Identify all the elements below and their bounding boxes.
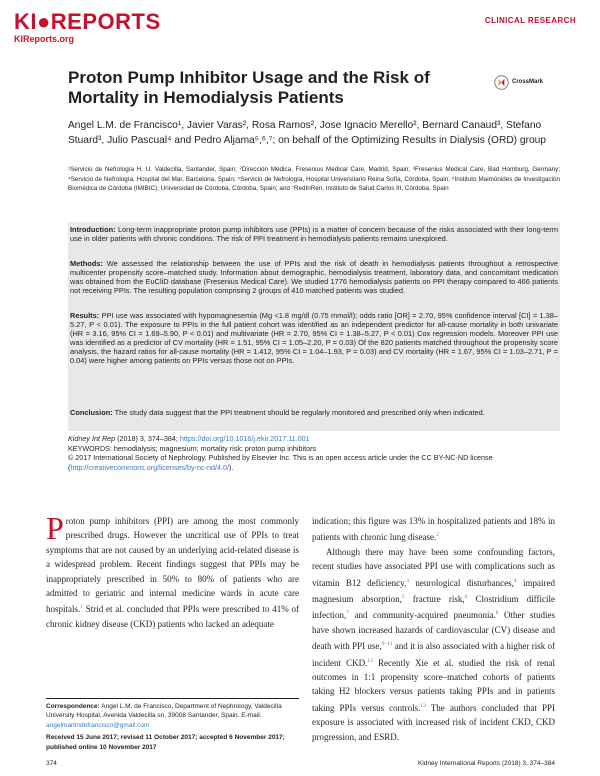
crossmark-label: CrossMark xyxy=(512,79,544,85)
citation-block xyxy=(68,434,560,472)
body-column-left xyxy=(46,510,299,631)
body-paragraph: Although there may have been some confounding factors, recent studies have associated PPI use with complications such as vitamin B12 deficiency,$^3$ neurological disturbances,$^4$ impaired magnesium absorption,$^5$ fracture risk,$^6$ Clostridium difficile infection,$^7$ and community-acquired pneumonia.$^8$ Other studies have shown increased hazards of cardiovascular (CV) disease and death with PPI use,$^{9-11}$ and it is also associated with a higher risk of incident CKD.$^{12}$ Recently Xie et al. studied the risk of renal outcomes in 1:1 propensity score–matched cohorts of patients taking H2 blockers versus patients taking PPIs and in patients taking PPIs versus controls.$^{13}$ The authors concluded that PPI exposure is associated with increased risk of incident CKD, CKD progression, and ESRD. xyxy=(312,546,556,742)
abstract-box xyxy=(68,222,560,431)
page-number: 374 xyxy=(46,760,57,767)
abstract-introduction: Introduction: Long-term inappropriate proton pump inhibitors use (PPIs) is a matter of concern because of the risks associated with their long-term use in older patients with chronic conditions. The risk of PPI treatment in hemodialysis patients remains unexplored. xyxy=(70,225,558,244)
author-list: Angel L.M. de Francisco¹, Javier Varas², Rosa Ramos², Jose Ignacio Merello², Bernard Canaud³, Stefano Stuard³, Julio Pascual⁴ and Pedro Aljama⁵,⁶,⁷; on behalf of the Optimizing Results in Dialysis (ORD) group xyxy=(68,120,546,146)
citation-line: Kidney Int Rep (2018) 3, 374–384; https://doi.org/10.1016/j.ekir.2017.11.001 xyxy=(68,434,310,443)
copyright-notice: © 2017 International Society of Nephrology. Published by Elsevier Inc. This is an open access article under the CC BY-NC-ND license (http://creativecommons.org/licenses/by-nc-nd/4.0/). xyxy=(68,453,493,472)
body-paragraph: indication; this figure was 13% in hospitalized patients and 18% in patients with chronic lung disease.$^2$ xyxy=(312,516,555,543)
body-column-right xyxy=(312,514,555,744)
logo-wordmark: KI●REPORTS xyxy=(14,9,161,34)
crossmark-icon xyxy=(494,75,509,90)
correspondence-text: Correspondence: Angel L.M. de Francisco, Department of Nephrology, Valdecilla University Hospital, Avenida Valdecilla sn, 39008 Santander, Spain. E-mail: angelmartindefrancisco@gmail.com xyxy=(46,703,282,729)
crossmark-badge[interactable] xyxy=(494,73,558,91)
reference-link[interactable]: 1 xyxy=(80,604,84,611)
reference-link[interactable]: 3 xyxy=(406,577,410,584)
article-title: Proton Pump Inhibitor Usage and the Risk of Mortality in Hemodialysis Patients xyxy=(68,68,430,107)
email-link[interactable]: angelmartindefrancisco@gmail.com xyxy=(46,721,150,729)
body-paragraph: Proton pump inhibitors (PPI) are among the most commonly prescribed drugs. However the uncritical use of PPIs to treat symptoms that are not caused by an underlying acid-related disease is a widespread problem. Recent findings suggest that PPIs may be inappropriately prescribed in 50% to 80% of patients who are admitted to geriatric and internal medicine wards in acute care hospitals.$^1$ Strid et al. concluded that PPIs were prescribed to 41% of chronic kidney disease (CKD) patients who lacked an adequate xyxy=(46,510,299,629)
keywords: KEYWORDS: hemodialysis; magnesium; mortality risk; proton pump inhibitors xyxy=(68,443,317,453)
section-label: CLINICAL RESEARCH xyxy=(484,16,576,25)
reference-link[interactable]: 9–11 xyxy=(381,641,393,648)
journal-logo xyxy=(14,10,164,44)
reference-link[interactable]: 7 xyxy=(346,610,349,617)
journal-footer: Kidney International Reports (2018) 3, 374–384 xyxy=(418,760,555,767)
reference-link[interactable]: 5 xyxy=(401,594,405,601)
reference-link[interactable]: 4 xyxy=(513,577,517,584)
reference-link[interactable]: 2 xyxy=(436,532,439,539)
logo-url: KIReports.org xyxy=(14,34,75,44)
license-link[interactable]: http://creativecommons.org/licenses/by-nc-nd/4.0/ xyxy=(70,462,230,472)
doi-link[interactable]: https://doi.org/10.1016/j.ekir.2017.11.001 xyxy=(179,434,310,443)
reference-link[interactable]: 6 xyxy=(464,594,468,601)
received-dates: Received 15 June 2017; revised 11 October 2017; accepted 6 November 2017; published online 10 November 2017 xyxy=(46,734,285,751)
reference-link[interactable]: 8 xyxy=(495,610,499,617)
affiliations: ¹Servicio de Nefrología H. U. Valdecilla, Santander, Spain; ²Dirección Médica, Fresenius Medical Care, Madrid, Spain; ³Fresenius Medical Care, Bad Homburg, Germany; ⁴Servicio de Nefrología, Hospital del Mar, Barcelona, Spain; ⁵Servicio de Nefrología, Hospital Universitario Reina Sofía, Córdoba, Spain; ⁶Instituto Maimónides de Investigación Biomédica de Córdoba (IMIBIC), Universidad de Córdoba, Córdoba, Spain; and ⁷RedInRen, Instituto de Salud Carlos III, Córdoba, Spain xyxy=(68,166,560,193)
drop-cap: P xyxy=(46,510,64,546)
reference-link[interactable]: 12 xyxy=(367,657,373,664)
abstract-methods: Methods: We assessed the relationship between the use of PPIs and the risk of death in hemodialysis patients throughout a retrospective multicenter propensity score–matched study. Information about demographic, hemodialysis treatment, laboratory data, and concomitant medication was obtained from the EuCliD database (Fresenius Medical Care). We studied 1776 hemodialysis patients on PPI therapy compared to 466 patients not receiving PPIs. The resulting population comprising 2 groups of 410 matched patients was studied. xyxy=(70,259,558,296)
abstract-conclusion: Conclusion: The study data suggest that the PPI treatment should be regularly monitored and prescribed only when indicated. xyxy=(70,408,485,417)
reference-link[interactable]: 13 xyxy=(420,702,426,709)
abstract-results: Results: PPI use was associated with hypomagnesemia (Mg <1.8 mg/dl (0.75 mmol/l); odds ratio [OR] = 2.70, 95% confidence interval [CI] = 1.38–5.27, P < 0.01). The exposure to PPIs in the full patient cohort was identified as an independent predictor for all-cause mortality in both univariate (HR = 3.16, 95% CI = 1.69–5.90, P < 0.01) and multivariate (HR = 2.70, 95% CI = 1.38–5.27, P < 0.01) Cox regression models. Moreover PPI use was identified as a predictor of CV mortality (HR = 1.51, 95% CI = 1.05–2.20, P = 0.03) Of the 820 patients matched throughout the propensity score analysis, the hazard ratios for all-cause mortality (HR = 1.412, 95% CI = 1.04–1.93, P = 0.03) and CV mortality (HR = 1.67, 95% CI = 1.03–2.71, P = 0.04) were higher among patients on PPIs versus those not on PPIs. xyxy=(70,311,558,366)
correspondence-block xyxy=(46,698,299,752)
